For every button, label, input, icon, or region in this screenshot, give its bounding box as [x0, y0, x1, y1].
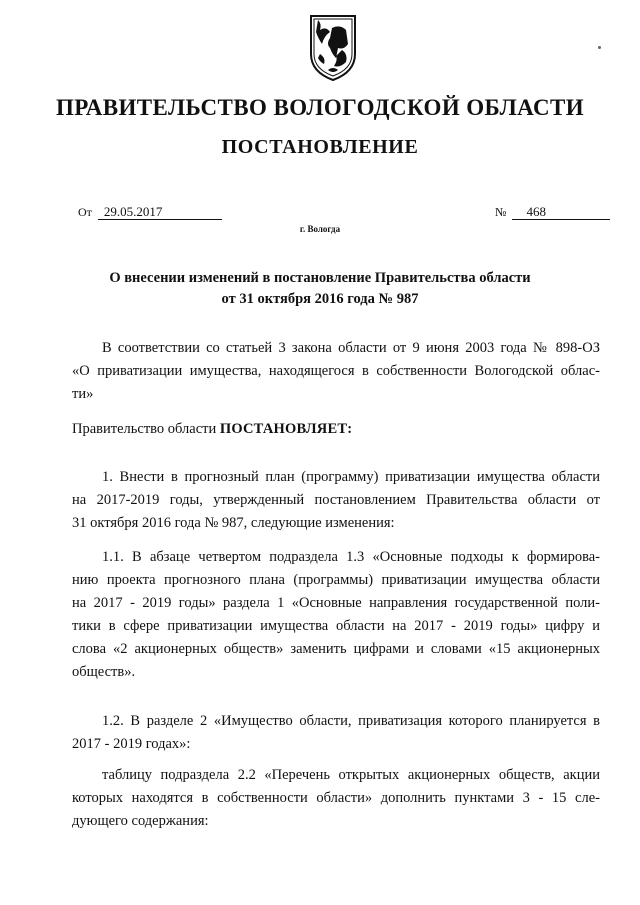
text-line: 1.1. В абзаце четвертом подраздела 1.3 «Основные подходы к формирова- — [102, 549, 600, 565]
text-line: 2017 - 2019 годах»: — [72, 736, 191, 752]
subject-line: от 31 октября 2016 года № 987 — [221, 291, 419, 307]
text-line: на 2017 - 2019 годы» раздела 1 «Основные направления государственной поли- — [72, 595, 600, 611]
date-prefix: От — [78, 205, 92, 219]
decree-prefix: Правительство области — [72, 421, 217, 437]
text-line: «О приватизации имущества, находящегося в собственности Вологодской облас- — [72, 363, 600, 379]
text-line: ти» — [72, 386, 94, 402]
text-line: В соответствии со статьей 3 закона области от 9 июня 2003 года № 898-ОЗ — [102, 340, 600, 356]
decree-verb: ПОСТАНОВЛЯЕТ: — [219, 421, 353, 437]
paragraph-item-1-2-table — [72, 764, 600, 833]
preamble-paragraph — [72, 337, 600, 406]
text-line: тики в сфере приватизации имущества области на 2017 - 2019 годы» цифру и — [72, 618, 600, 634]
vologda-coat-of-arms-icon — [308, 14, 358, 82]
scan-speck — [598, 46, 601, 49]
paragraph-item-1 — [72, 466, 600, 535]
text-line: на 2017-2019 годы, утвержденный постановлением Правительства области от — [72, 492, 600, 508]
number-value: 468 — [512, 204, 610, 220]
text-line: слова «2 акционерных обществ» заменить цифрами и словами «15 акционерных — [72, 641, 600, 657]
document-subject — [0, 268, 640, 310]
date-value: 29.05.2017 — [98, 204, 222, 220]
text-line: 31 октября 2016 года № 987, следующие изменения: — [72, 515, 395, 531]
text-line: нию проекта прогнозного плана (программы) приватизации имущества области — [72, 572, 600, 588]
paragraph-item-1-1 — [72, 546, 600, 684]
paragraph-item-1-2 — [72, 710, 600, 756]
text-line: 1. Внести в прогнозный план (программу) приватизации имущества области — [102, 469, 600, 485]
number-prefix: № — [495, 205, 507, 219]
decree-line — [72, 418, 600, 441]
text-line: таблицу подраздела 2.2 «Перечень открытых акционерных обществ, акции — [102, 767, 600, 783]
text-line: которых находятся в собственности области» дополнить пунктами 3 - 15 сле- — [72, 790, 600, 806]
document-type: ПОСТАНОВЛЕНИЕ — [221, 136, 419, 158]
text-line: обществ». — [72, 664, 136, 680]
subject-line: О внесении изменений в постановление Правительства области — [109, 270, 531, 286]
text-line: 1.2. В разделе 2 «Имущество области, приватизация которого планируется в — [102, 713, 600, 729]
number-field — [495, 204, 610, 220]
text-line: дующего содержания: — [72, 813, 209, 829]
city-label: г. Вологда — [299, 224, 341, 234]
date-field — [78, 204, 222, 220]
government-title: ПРАВИТЕЛЬСТВО ВОЛОГОДСКОЙ ОБЛАСТИ — [55, 95, 585, 120]
